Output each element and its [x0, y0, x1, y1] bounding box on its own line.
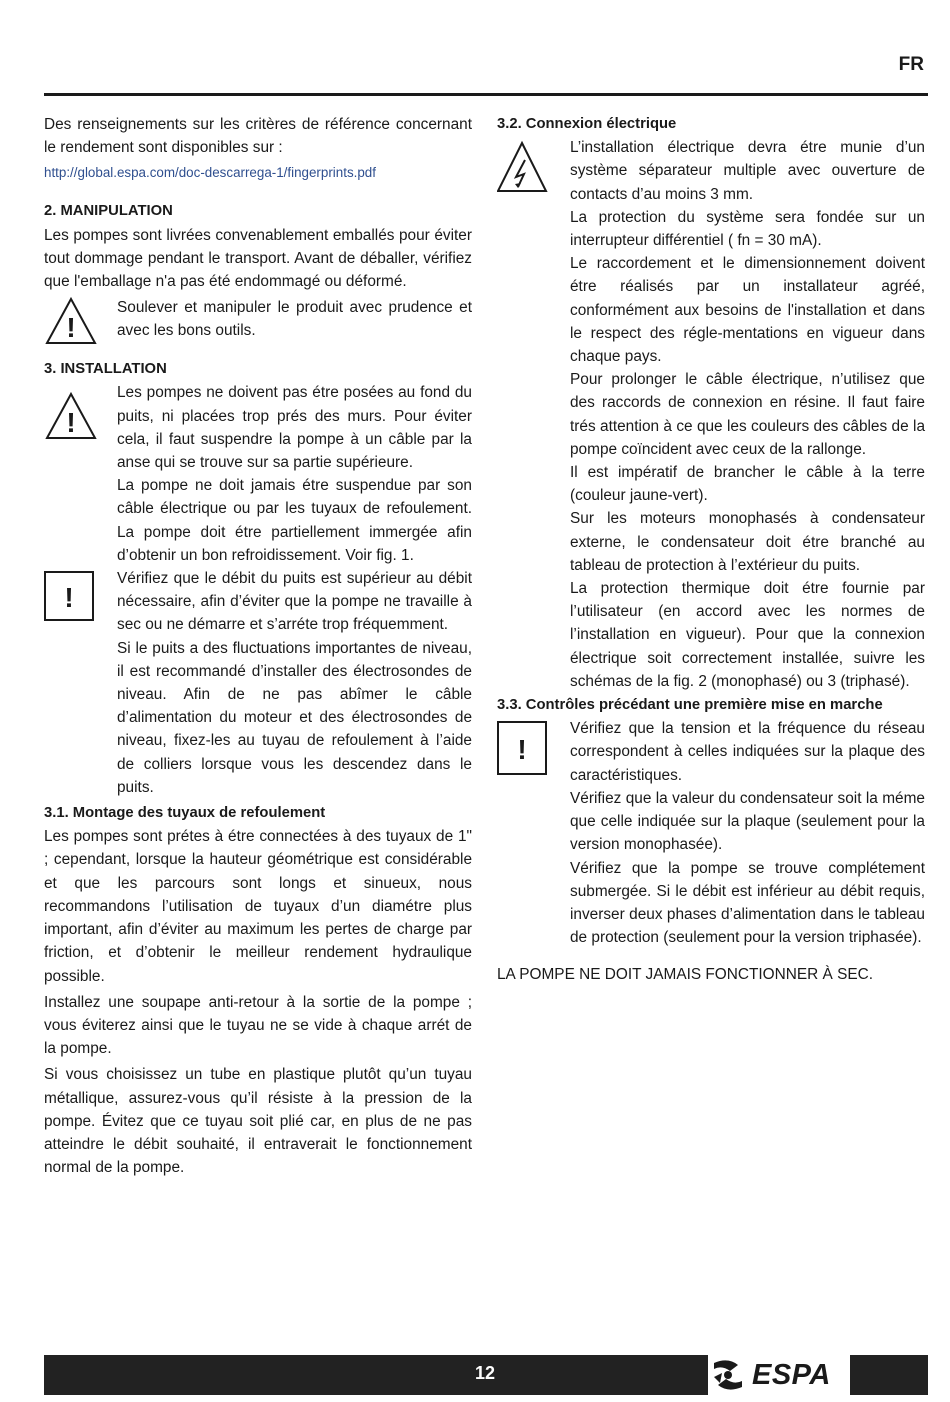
- section-3-heading: 3. INSTALLATION: [44, 361, 167, 378]
- section-2-heading: 2. MANIPULATION: [44, 203, 173, 220]
- installation-paragraph-3: Vérifiez que le débit du puits est supérieur au débit nécessaire, afin d’éviter que la pompe ne travaille à sec ou ne démarre et s’arréte trop fréquemment.: [117, 570, 472, 634]
- checks-paragraph-3: Vérifiez que la pompe se trouve complétement submergée. Si le débit est inférieur au débit requis, inverser deux phases d’alimentation dans le tableau de protection (seulement pour la version triphasée).: [570, 859, 925, 947]
- installation-paragraph-2: La pompe ne doit jamais étre suspendue par son câble électrique ou par les tuyaux de refoulement. La pompe doit étre partiellement immergée afin d’obtenir un bon refroidissement. Voir fig. 1.: [117, 477, 472, 564]
- warning-triangle-icon: [44, 381, 117, 445]
- pipes-paragraph-1: Les pompes sont prétes à étre connectées à des tuyaux de 1" ; cependant, lorsque la hauteur géométrique est considérable et que les parcours sont longs et sinueux, nous recommandons l’utilisation de tuyaux d’un diamétre plus important, afin d’éviter au maximum les pertes de charge par friction, et d’obtenir le meilleur rendement hydraulique possible.: [44, 828, 472, 985]
- electrical-paragraph-2: La protection du système sera fondée sur un interrupteur différentiel ( fn = 30 mA).: [570, 208, 925, 250]
- section-3-1-heading: 3.1. Montage des tuyaux de refoulement: [44, 805, 326, 822]
- electrical-paragraph-7: La protection thermique doit étre fournie par l’utilisateur (en accord avec les normes de l’installation en vigueur). Pour que la connexion électrique soit correctement installée, suivre les schémas de la fig. 2 (monophasé) ou 3 (triphasé).: [570, 580, 925, 690]
- electrical-paragraph-3: Le raccordement et le dimensionnement doivent étre réalisés par un installateur agréé, conformément aux besoins de l'installation et dans le respect des régle-mentations en vigueur dans chaque pays.: [570, 255, 925, 366]
- header-divider: [44, 93, 928, 96]
- installation-paragraph-4: Si le puits a des fluctuations importantes de niveau, il est recommandé d’installer des électrosondes de niveau. Afin de ne pas abîmer le câble d’alimentation du moteur et des électrosondes de niveau, fixez-les au tuyau de refoulement à l’aide de colliers lorsque vous les descendez dans le puits.: [117, 639, 472, 796]
- pipes-paragraph-3: Si vous choisissez un tube en plastique plutôt qu’un tuyau métallique, assurez-vous qu’il résiste à la pression de la pompe. Évitez que ce tuyau soit plié car, en plus de ne pas atteindre le débit souhaité, il entraverait le fonctionnement normal de la pompe.: [44, 1066, 472, 1177]
- fingerprints-link[interactable]: http://global.espa.com/doc-descarrega-1/fingerprints.pdf: [44, 165, 376, 181]
- language-label: FR: [898, 54, 924, 75]
- electric-hazard-icon: [497, 136, 570, 196]
- checks-paragraph-2: Vérifiez que la valeur du condensateur soit la méme que celle indiquée sur la plaque (seulement pour la version monophasée).: [570, 789, 925, 854]
- left-column: [44, 113, 472, 1179]
- electrical-paragraph-5: Il est impératif de brancher le câble à la terre (couleur jaune-vert).: [570, 464, 925, 505]
- svg-text:!: !: [66, 407, 76, 439]
- page-number: 12: [474, 1363, 496, 1383]
- right-column: [497, 113, 925, 987]
- dry-run-warning: LA POMPE NE DOIT JAMAIS FONCTIONNER À SEC.: [497, 966, 873, 984]
- electrical-paragraph-1: L’installation électrique devra étre munie d’un système séparateur multiple avec ouverture de contacts d’au moins 3 mm.: [570, 139, 925, 203]
- espa-logo-icon: [708, 1357, 748, 1393]
- intro-text: Des renseignements sur les critères de référence concernant le rendement sont disponibles sur :: [44, 116, 472, 157]
- espa-logo-text: ESPA: [752, 1358, 831, 1391]
- notice-square-icon: [44, 567, 117, 621]
- svg-text:!: !: [64, 582, 74, 614]
- espa-logo: [708, 1355, 850, 1395]
- installation-paragraph-1: Les pompes ne doivent pas étre posées au fond du puits, ni placées trop prés des murs. Pour éviter cela, il faut suspendre la pompe à un câble par la anse qui se trouve sur sa partie supérieure.: [117, 384, 472, 472]
- electrical-paragraph-6: Sur les moteurs monophasés à condensateur externe, le condensateur doit étre branché au tableau de protection à l’extérieur du puits.: [570, 510, 925, 574]
- section-2-paragraph: Les pompes sont livrées convenablement emballés pour éviter tout dommage pendant le transport. Avant de déballer, vérifiez que l'emballage n'a pas été endommagé ou déformé.: [44, 226, 472, 291]
- warning-triangle-icon: [44, 296, 117, 346]
- handling-warning: Soulever et manipuler le produit avec prudence et avec les bons outils.: [117, 299, 472, 340]
- section-3-2-heading: 3.2. Connexion électrique: [497, 116, 677, 132]
- section-3-3-heading: 3.3. Contrôles précédant une première mise en marche: [497, 697, 883, 714]
- svg-text:!: !: [517, 734, 527, 766]
- electrical-paragraph-4: Pour prolonger le câble électrique, n’utilisez que des raccords de connexion en résine. Il faut faire trés attention à ce que les couleurs des câbles de la pompe coïncident avec ceux de la rallonge.: [570, 371, 925, 458]
- pipes-paragraph-2: Installez une soupape anti-retour à la sortie de la pompe ; vous éviterez ainsi que le tuyau ne se vide à chaque arrét de la pompe.: [44, 993, 472, 1058]
- svg-text:!: !: [66, 312, 76, 344]
- notice-square-icon: [497, 717, 570, 775]
- checks-paragraph-1: Vérifiez que la tension et la fréquence du réseau correspondent à celles indiquées sur la plaque des caractéristiques.: [570, 720, 925, 784]
